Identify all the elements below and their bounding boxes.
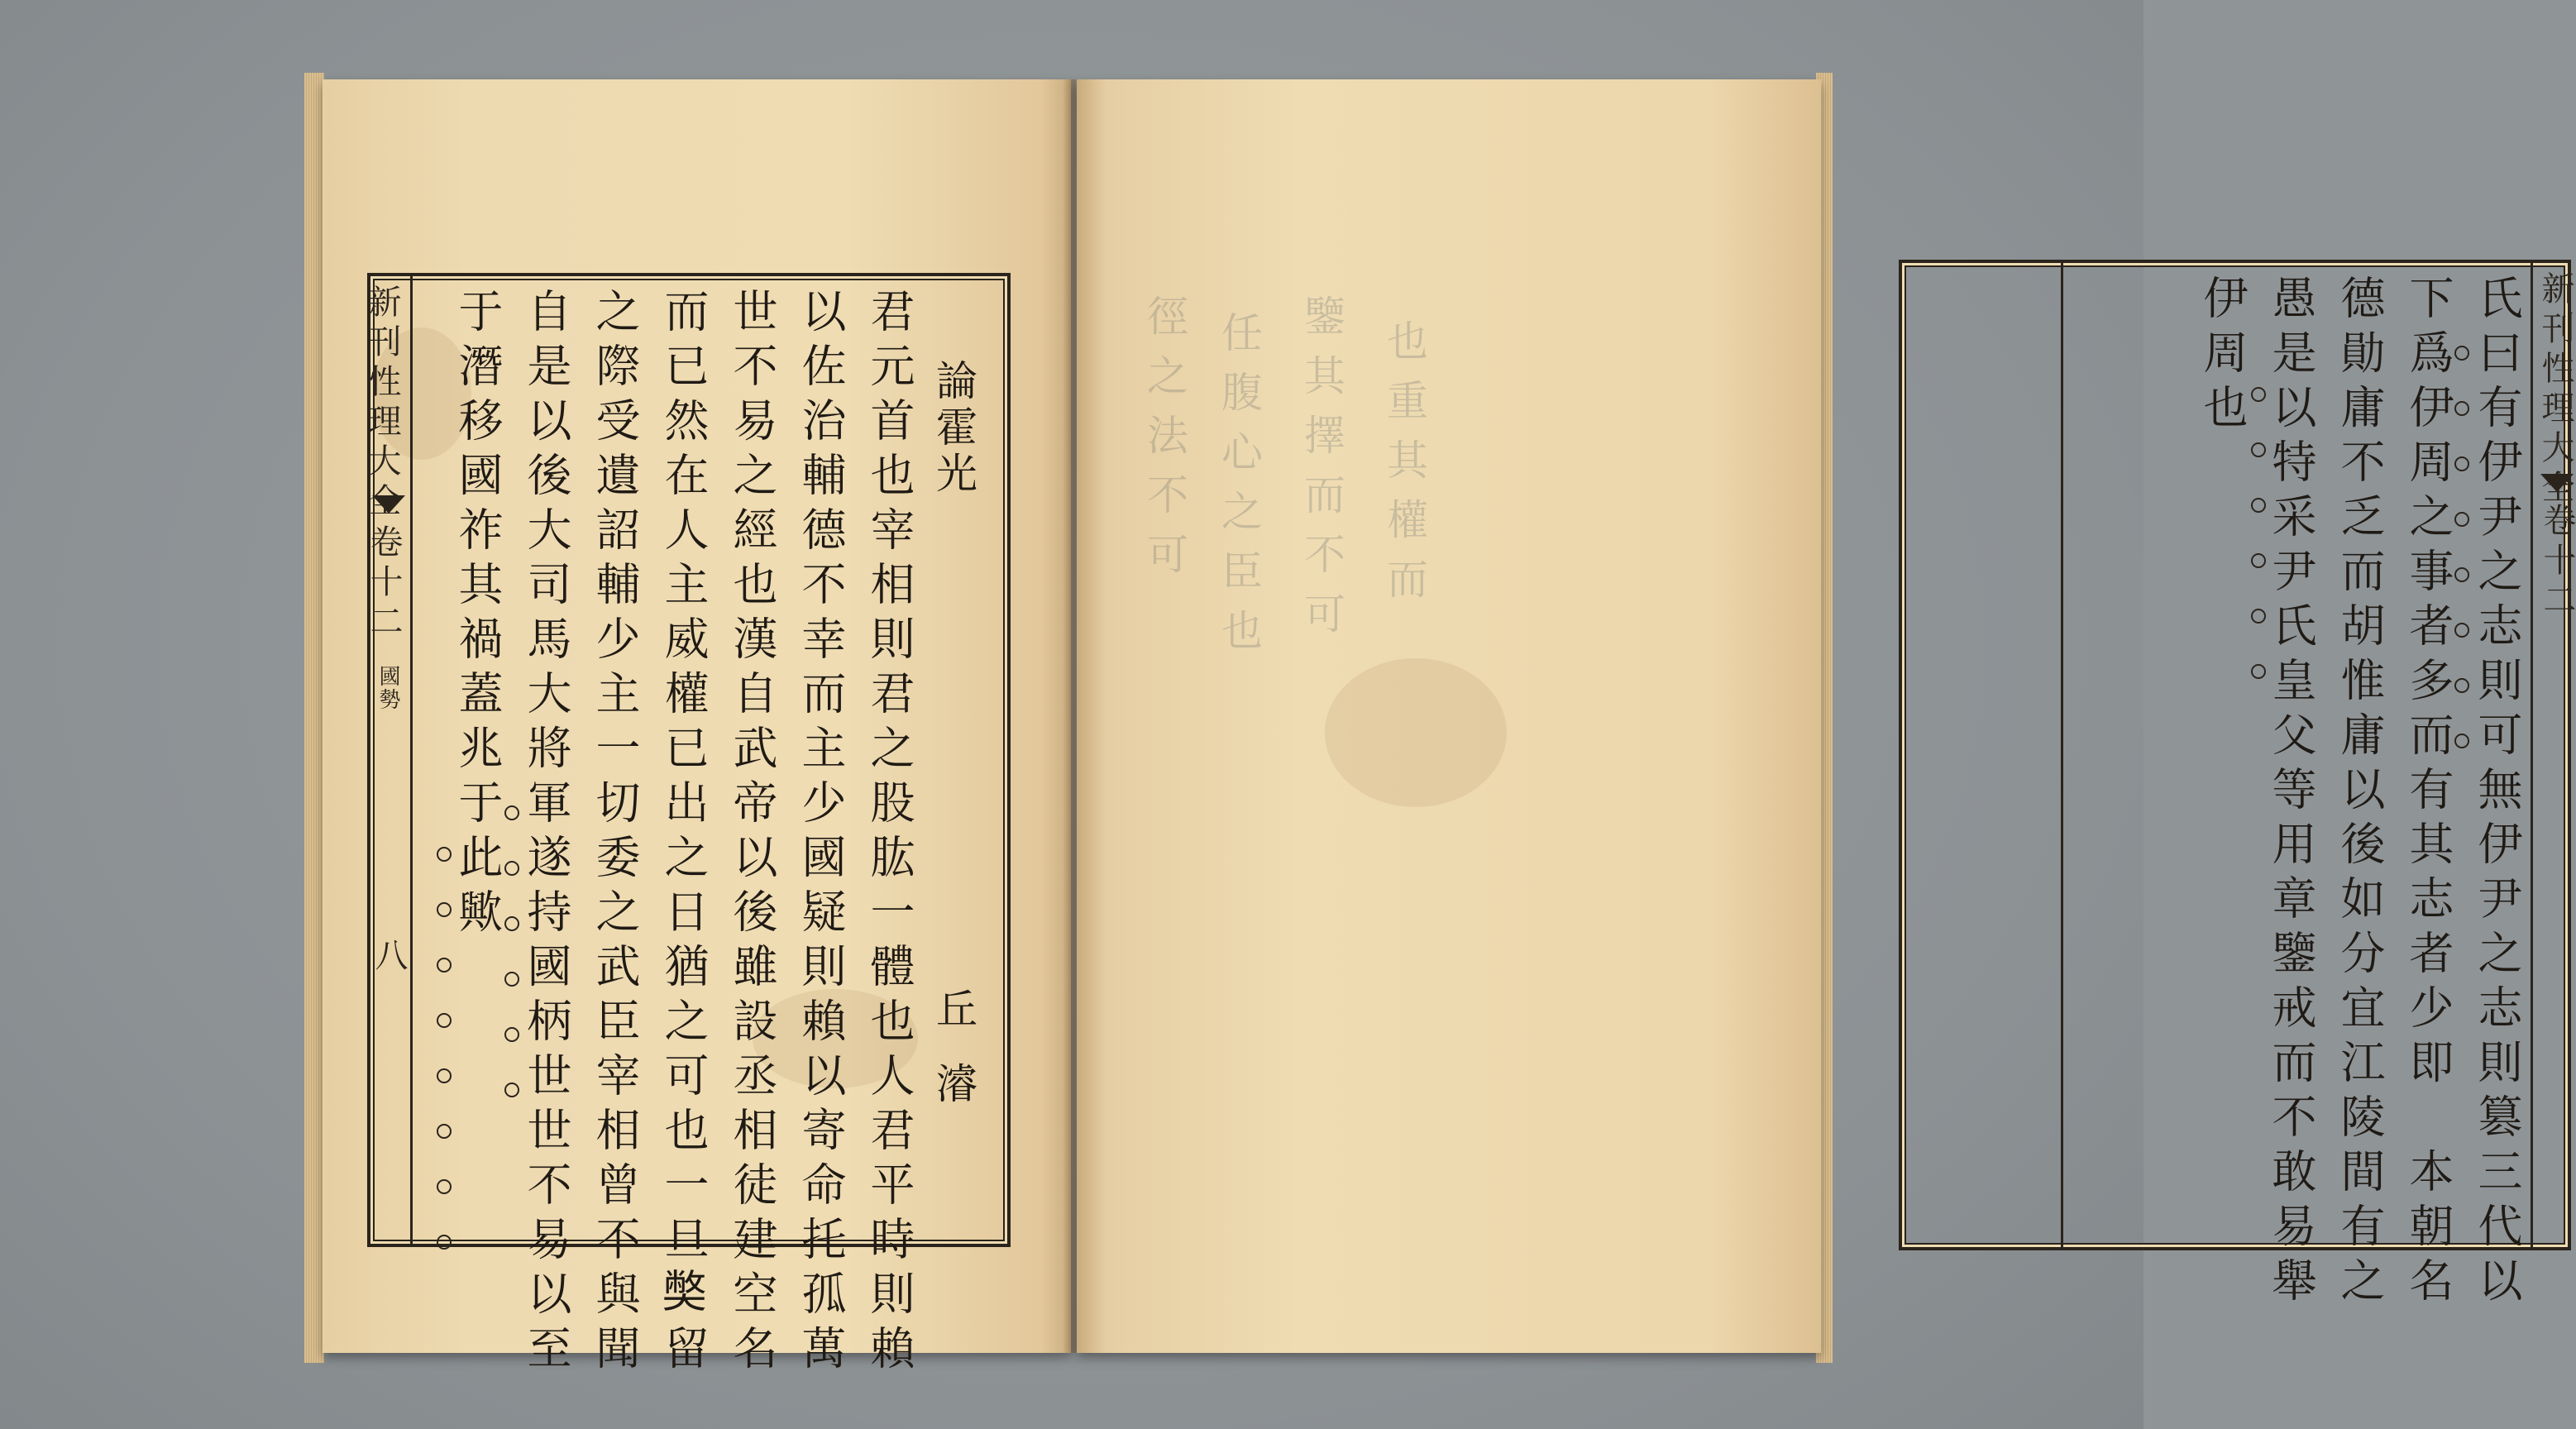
text-column-2: 下爲伊周之事者多而有其志者少即 本朝名: [2402, 275, 2454, 1312]
text-column-3: 世不易之經也漢自武帝以後雖設丞相徒建空名: [726, 288, 778, 1379]
text-column-1: 君元首也宰相則君之股肱一體也人君平時則賴: [863, 288, 915, 1379]
text-column-3: 德勛庸不乏而胡惟庸以後如分宜江陵間有之: [2334, 275, 2386, 1312]
essay-author: 丘濬: [930, 987, 977, 1136]
emphasis-circles: [2454, 346, 2471, 789]
show-through-text: 鑒其擇而不可: [1298, 294, 1345, 652]
margin-volume: 卷十二: [2538, 503, 2576, 622]
left-margin-rule: [410, 276, 413, 1244]
left-text-frame: [363, 273, 1011, 1379]
text-column-4: 愚是以特采尹氏皇父等用章鑒戒而不敢易舉: [2265, 275, 2317, 1312]
right-text-frame: [1899, 260, 2576, 1312]
margin-book-title: 新刊性理大全: [363, 284, 401, 523]
text-column-1: 氏曰有伊尹之志則可無伊尹之志則篡三代以: [2471, 275, 2523, 1312]
emphasis-circles: [504, 805, 521, 1138]
right-inner-rule: [2061, 263, 2063, 1247]
text-column-5: 之際受遺詔輔少主一切委之武臣宰相曾不與聞: [589, 288, 641, 1379]
right-margin-rule: [2531, 263, 2533, 1247]
fishtail-mark: [372, 495, 405, 514]
page-edges-left: [304, 73, 324, 1363]
text-column-2: 以佐治輔德不幸而主少國疑則賴以寄命托孤萬: [795, 288, 847, 1379]
margin-book-title: 新刊性理大全: [2536, 271, 2574, 509]
margin-volume: 卷十二: [365, 524, 403, 643]
show-through-text: 徑之法不可: [1140, 294, 1188, 592]
open-book: [298, 66, 2576, 1379]
fishtail-mark: [2540, 474, 2574, 492]
text-column-7: 于潛移國祚其禍蓋兆于此歟: [452, 288, 504, 943]
show-through-text: 也重其權而: [1380, 319, 1428, 617]
essay-title: 論霍光: [930, 359, 977, 498]
text-column-5: 伊周也: [2196, 275, 2249, 438]
text-column-6: 自是以後大司馬大將軍遂持國柄世世不易以至: [520, 288, 572, 1379]
emphasis-circles: [2251, 387, 2268, 719]
show-through-text: 任腹心之臣也: [1215, 311, 1263, 668]
emphasis-circles: [437, 847, 453, 1290]
margin-section: 國勢: [375, 665, 400, 711]
text-column-4: 而已然在人主威權已出之日猶之可也一旦𡚁留: [657, 288, 710, 1379]
left-page: [323, 79, 1071, 1379]
margin-folio: 八: [370, 938, 408, 977]
paper-stain: [1325, 658, 1507, 807]
right-page: [1077, 79, 2576, 1353]
